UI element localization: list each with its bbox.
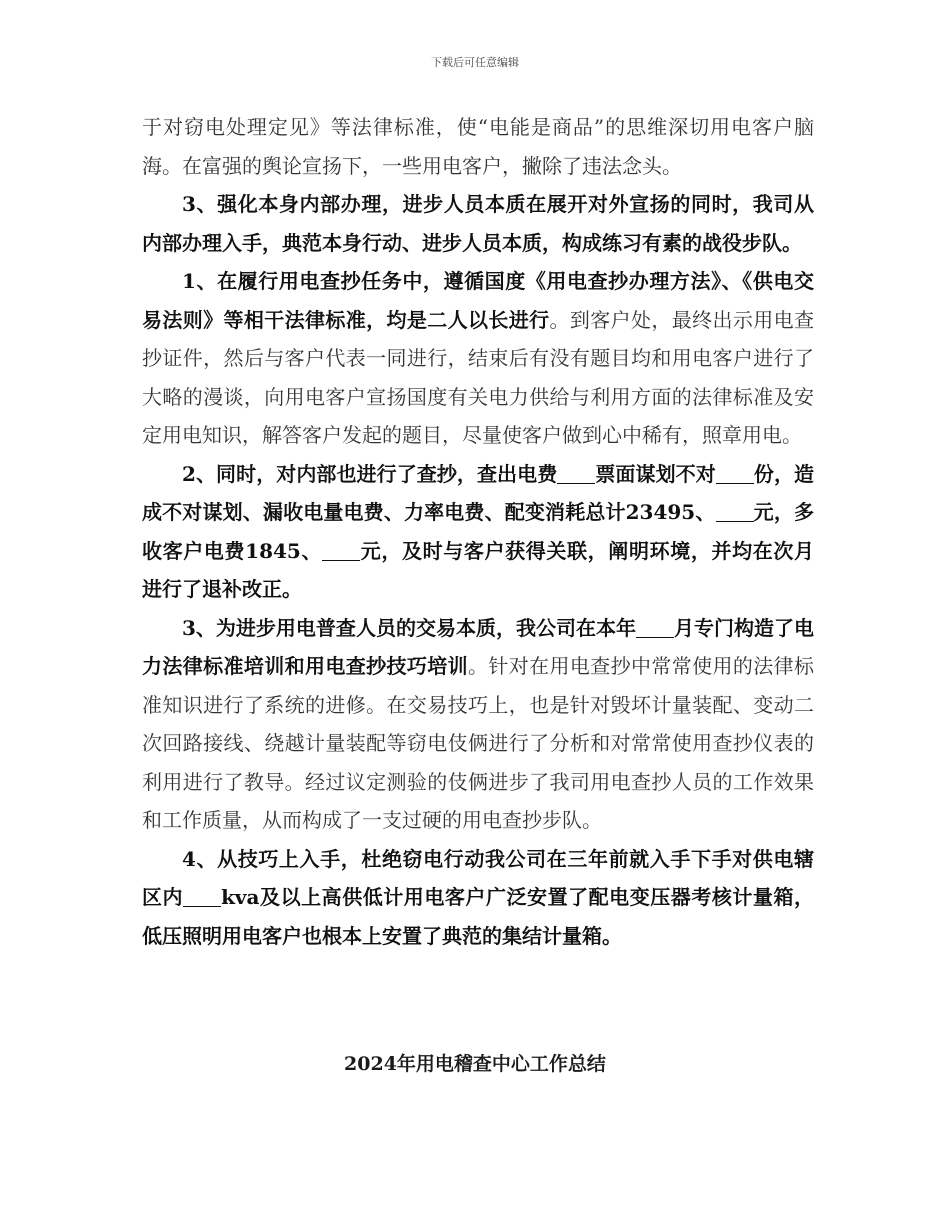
paragraph-intro: 于对窃电处理定见》等法律标准，使“电能是商品”的思维深切用电客户脑海。在富强的舆论宣扬下，一些用电客户，撇除了违法念头。 [142, 115, 814, 178]
paragraph-item-2-part: 元，及时与客户获得关联，阐明环境，并均在次月进行了退补改正。 [142, 538, 814, 601]
paragraph-item-3-text: 。针对在用电查抄中常常使用的法律标准知识进行了系统的进修。在交易技巧上，也是针对毁坏计量装配、变动二次回路接线、绕越计量装配等窃电伎俩进行了分析和对常常使用查抄仪表的利用进行了教导。经过议定测验的伎俩进步了我司用电查抄人员的工作效果和工作质量，从而构成了一支过硬的用电查抄步队。 [142, 654, 814, 832]
fill-blank [557, 463, 595, 484]
paragraph-item-3-part: 3、为进步用电普查人员的交易本质，我公司在本年 [182, 615, 636, 640]
paragraph-item-2 [142, 455, 814, 609]
paragraph-item-4 [142, 840, 814, 956]
paragraph-item-2-part: 元，多收客户电费1845、 [142, 500, 814, 563]
paragraph-item-4-part: 4、从技巧上入手，杜绝窃电行动我公司在三年前就入手下手对供电辖区内 [142, 846, 814, 909]
document-title: 2024年用电稽查中心工作总结 [344, 1053, 606, 1075]
paragraph-item-3 [142, 609, 814, 840]
paragraph-item-2-part: 份，造成不对谋划、漏收电量电费、力率电费、配变消耗总计23495、 [142, 461, 815, 524]
paragraph-item-1-bold: 1、在履行用电查抄任务中，遵循国度《用电查抄办理方法》、《供电交易法则》等相干法律标准，均是二人以长进行 [142, 269, 814, 332]
paragraph-item-1 [142, 262, 814, 455]
fill-blank [716, 463, 754, 484]
paragraph-item-2-part: 票面谋划不对 [595, 461, 716, 486]
paragraph-item-3-part: 月专门构造了电力法律标准培训和用电查抄技巧培训 [142, 615, 815, 678]
paragraph-section-3-internal: 3、强化本身内部办理，进步人员本质在展开对外宣扬的同时，我司从内部办理入手，典范本身行动、进步人员本质，构成练习有素的战役步队。 [142, 192, 814, 255]
fill-blank [716, 501, 754, 522]
document-body [142, 108, 814, 955]
page-header: 下载后可任意编辑 [431, 56, 519, 69]
paragraph-item-2-part: 2、同时，对内部也进行了查抄，查出电费 [182, 461, 558, 486]
fill-blank [636, 617, 674, 638]
fill-blank [322, 540, 360, 561]
paragraph-item-4-part: kva及以上高供低计用电客户广泛安置了配电变压器考核计量箱，低压照明用电客户也根本上安置了典范的集结计量箱。 [142, 885, 815, 948]
fill-blank [183, 886, 221, 907]
paragraph-item-1-text: 。到客户处，最终出示用电查抄证件，然后与客户代表一同进行，结束后有没有题目均和用电客户进行了大略的漫谈，向用电客户宣扬国度有关电力供给与利用方面的法律标准及安定用电知识，解答客户发起的题目，尽量使客户做到心中稀有，照章用电。 [142, 307, 814, 447]
